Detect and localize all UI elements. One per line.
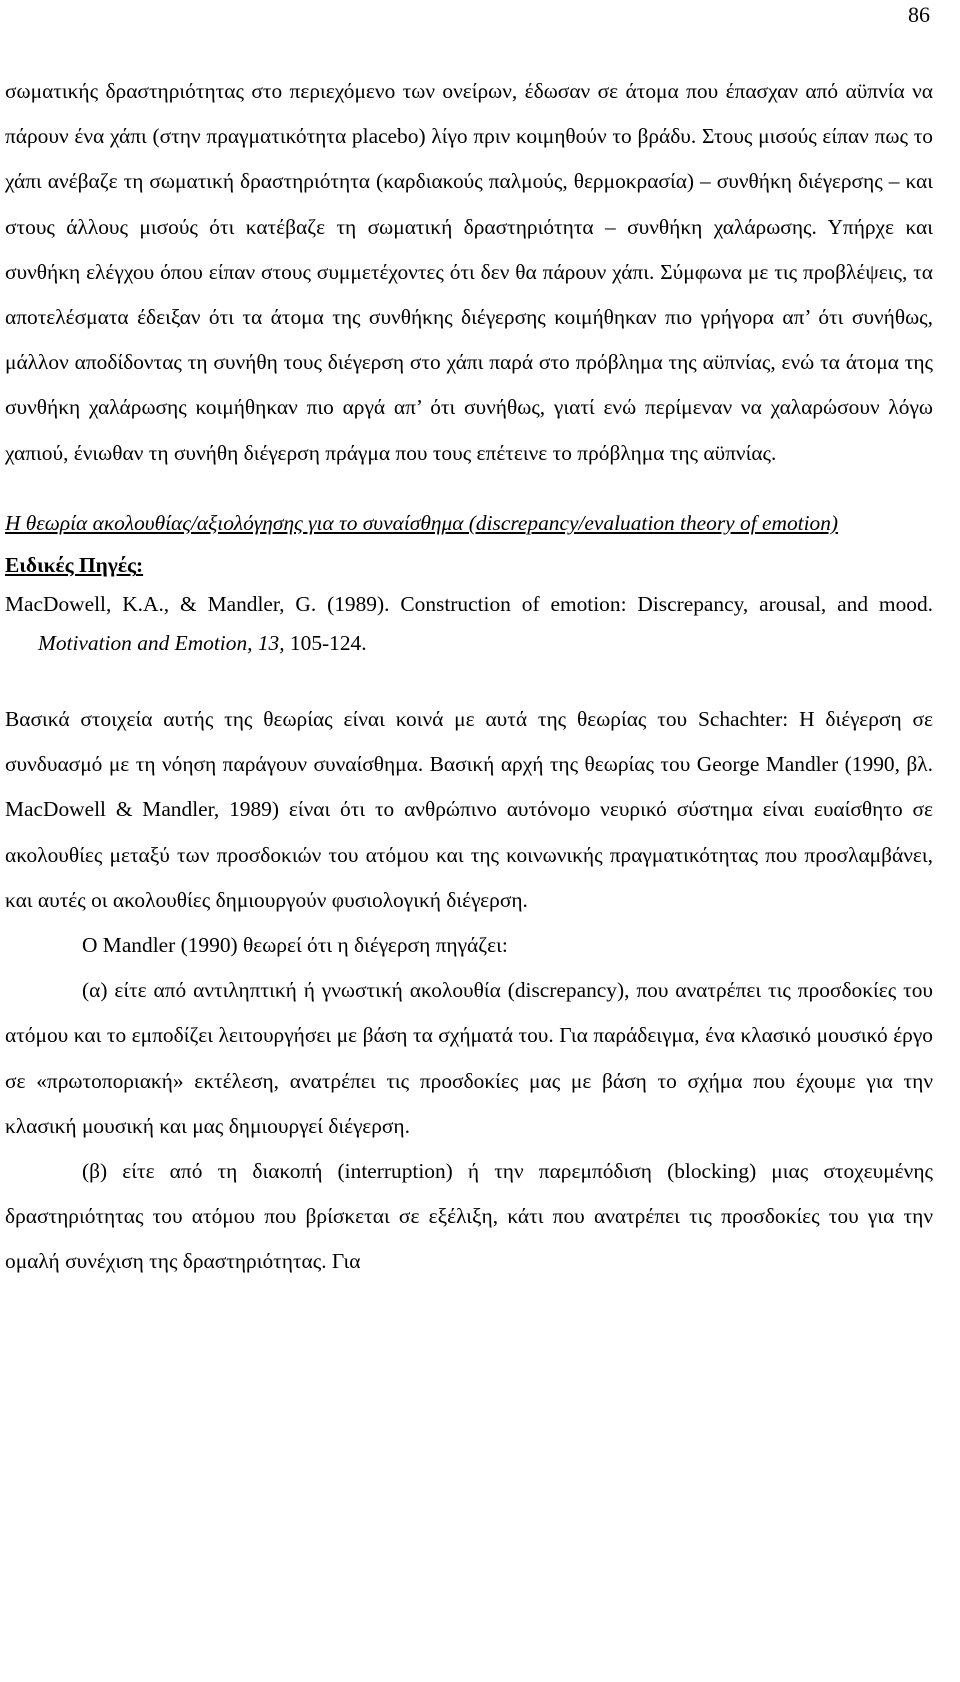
- paragraph-interruption: (β) είτε από τη διακοπή (interruption) ή την παρεμπόδιση (blocking) μιας στοχευμένης δραστηριότητας του ατόμου που βρίσκεται σε εξέλιξη, κάτι που ανατρέπει τις προσδοκίες του για την ομαλή συνέχιση της δραστηριότητας. Για: [5, 1159, 933, 1274]
- paragraph-arousal-experiment: [5, 69, 933, 476]
- reference-journal: Motivation and Emotion, 13,: [38, 631, 285, 656]
- reference-pages: 105-124.: [284, 631, 367, 656]
- paragraph-theory-basics: Βασικά στοιχεία αυτής της θεωρίας είναι κοινά με αυτά της θεωρίας του Schachter: Η διέγερση σε συνδυασμό με τη νόηση παράγουν συναίσθημα. Βασική αρχή της θεωρίας του George Mandler (1990, βλ. MacDowell & Mandler, 1989) είναι ότι το ανθρώπινο αυτόνομο νευρικό σύστημα είναι ευαίσθητο σε ακολουθίες μεταξύ των προσδοκιών του ατόμου και της κοινωνικής πραγματικότητας που προσλαμβάνει, και αυτές οι ακολουθίες δημιουργούν φυσιολογική διέγερση.: [5, 707, 933, 912]
- paragraph-arousal-sources: Ο Mandler (1990) θεωρεί ότι η διέγερση πηγάζει:: [82, 933, 508, 958]
- reference-entry: [5, 585, 933, 663]
- reference-authors: MacDowell, K.A., & Mandler, G. (1989). Construction of emotion: Discrepancy, arousal, and mood.: [5, 592, 933, 617]
- page-number: 86: [908, 2, 930, 27]
- spacer: [5, 476, 933, 501]
- section-heading: Η θεωρία ακολουθίας/αξιολόγησης για το συναίσθημα (discrepancy/evaluation theory of emotion): [5, 510, 839, 535]
- sources-label: [5, 546, 933, 585]
- spacer: [5, 663, 933, 697]
- document-body: [5, 69, 933, 1285]
- paragraph-text: σωματικής δραστηριότητας στο περιεχόμενο των ονείρων, έδωσαν σε άτομα που έπασχαν από αϋπνία να πάρουν ένα χάπι (στην πραγματικότητα placebo) λίγο πριν κοιμηθούν το βράδυ. Στους μισούς είπαν πως το χάπι ανέβαζε τη σωματική δραστηριότητα (καρδιακούς παλμούς, θερμοκρασία) – συνθήκη διέγερσης – και στους άλλους μισούς ότι κατέβαζε τη σωματική δραστηριότητα – συνθήκη χαλάρωσης.: [5, 79, 933, 239]
- sources-label-text: Ειδικές Πηγές: [5, 553, 136, 578]
- sources-label-colon: :: [135, 553, 144, 578]
- paragraph-text: Υπήρχε και συνθήκη ελέγχου όπου είπαν στους συμμετέχοντες ότι δεν θα πάρουν χάπι.: [5, 214, 933, 284]
- paragraph-discrepancy: (α) είτε από αντιληπτική ή γνωστική ακολουθία (discrepancy), που ανατρέπει τις προσδοκίες του ατόμου και το εμποδίζει λειτουργήσει με βάση τα σχήματά του. Για παράδειγμα, ένα κλασικό μουσικό έργο σε «πρωτοποριακή» εκτέλεση, ανατρέπει τις προσδοκίες μας με βάση το σχήμα που έχουμε για την κλασική μουσική και μας δημιουργεί διέγερση.: [5, 978, 933, 1138]
- paragraph-text: Σύμφωνα με τις προβλέψεις, τα αποτελέσματα έδειξαν ότι τα άτομα της συνθήκης διέγερσης κοιμήθηκαν πιο γρήγορα απ’ ότι συνήθως, μάλλον αποδίδοντας τη συνήθη τους διέγερση στο χάπι παρά στο πρόβλημα της αϋπνίας, ενώ τα άτομα της συνθήκη χαλάρωσης κοιμήθηκαν πιο αργά απ’ ότι συνήθως, γιατί ενώ περίμεναν να χαλαρώσουν λόγω χαπιού, ένιωθαν τη συνήθη διέγερση πράγμα που τους επέτεινε το πρόβλημα της αϋπνίας.: [5, 259, 933, 465]
